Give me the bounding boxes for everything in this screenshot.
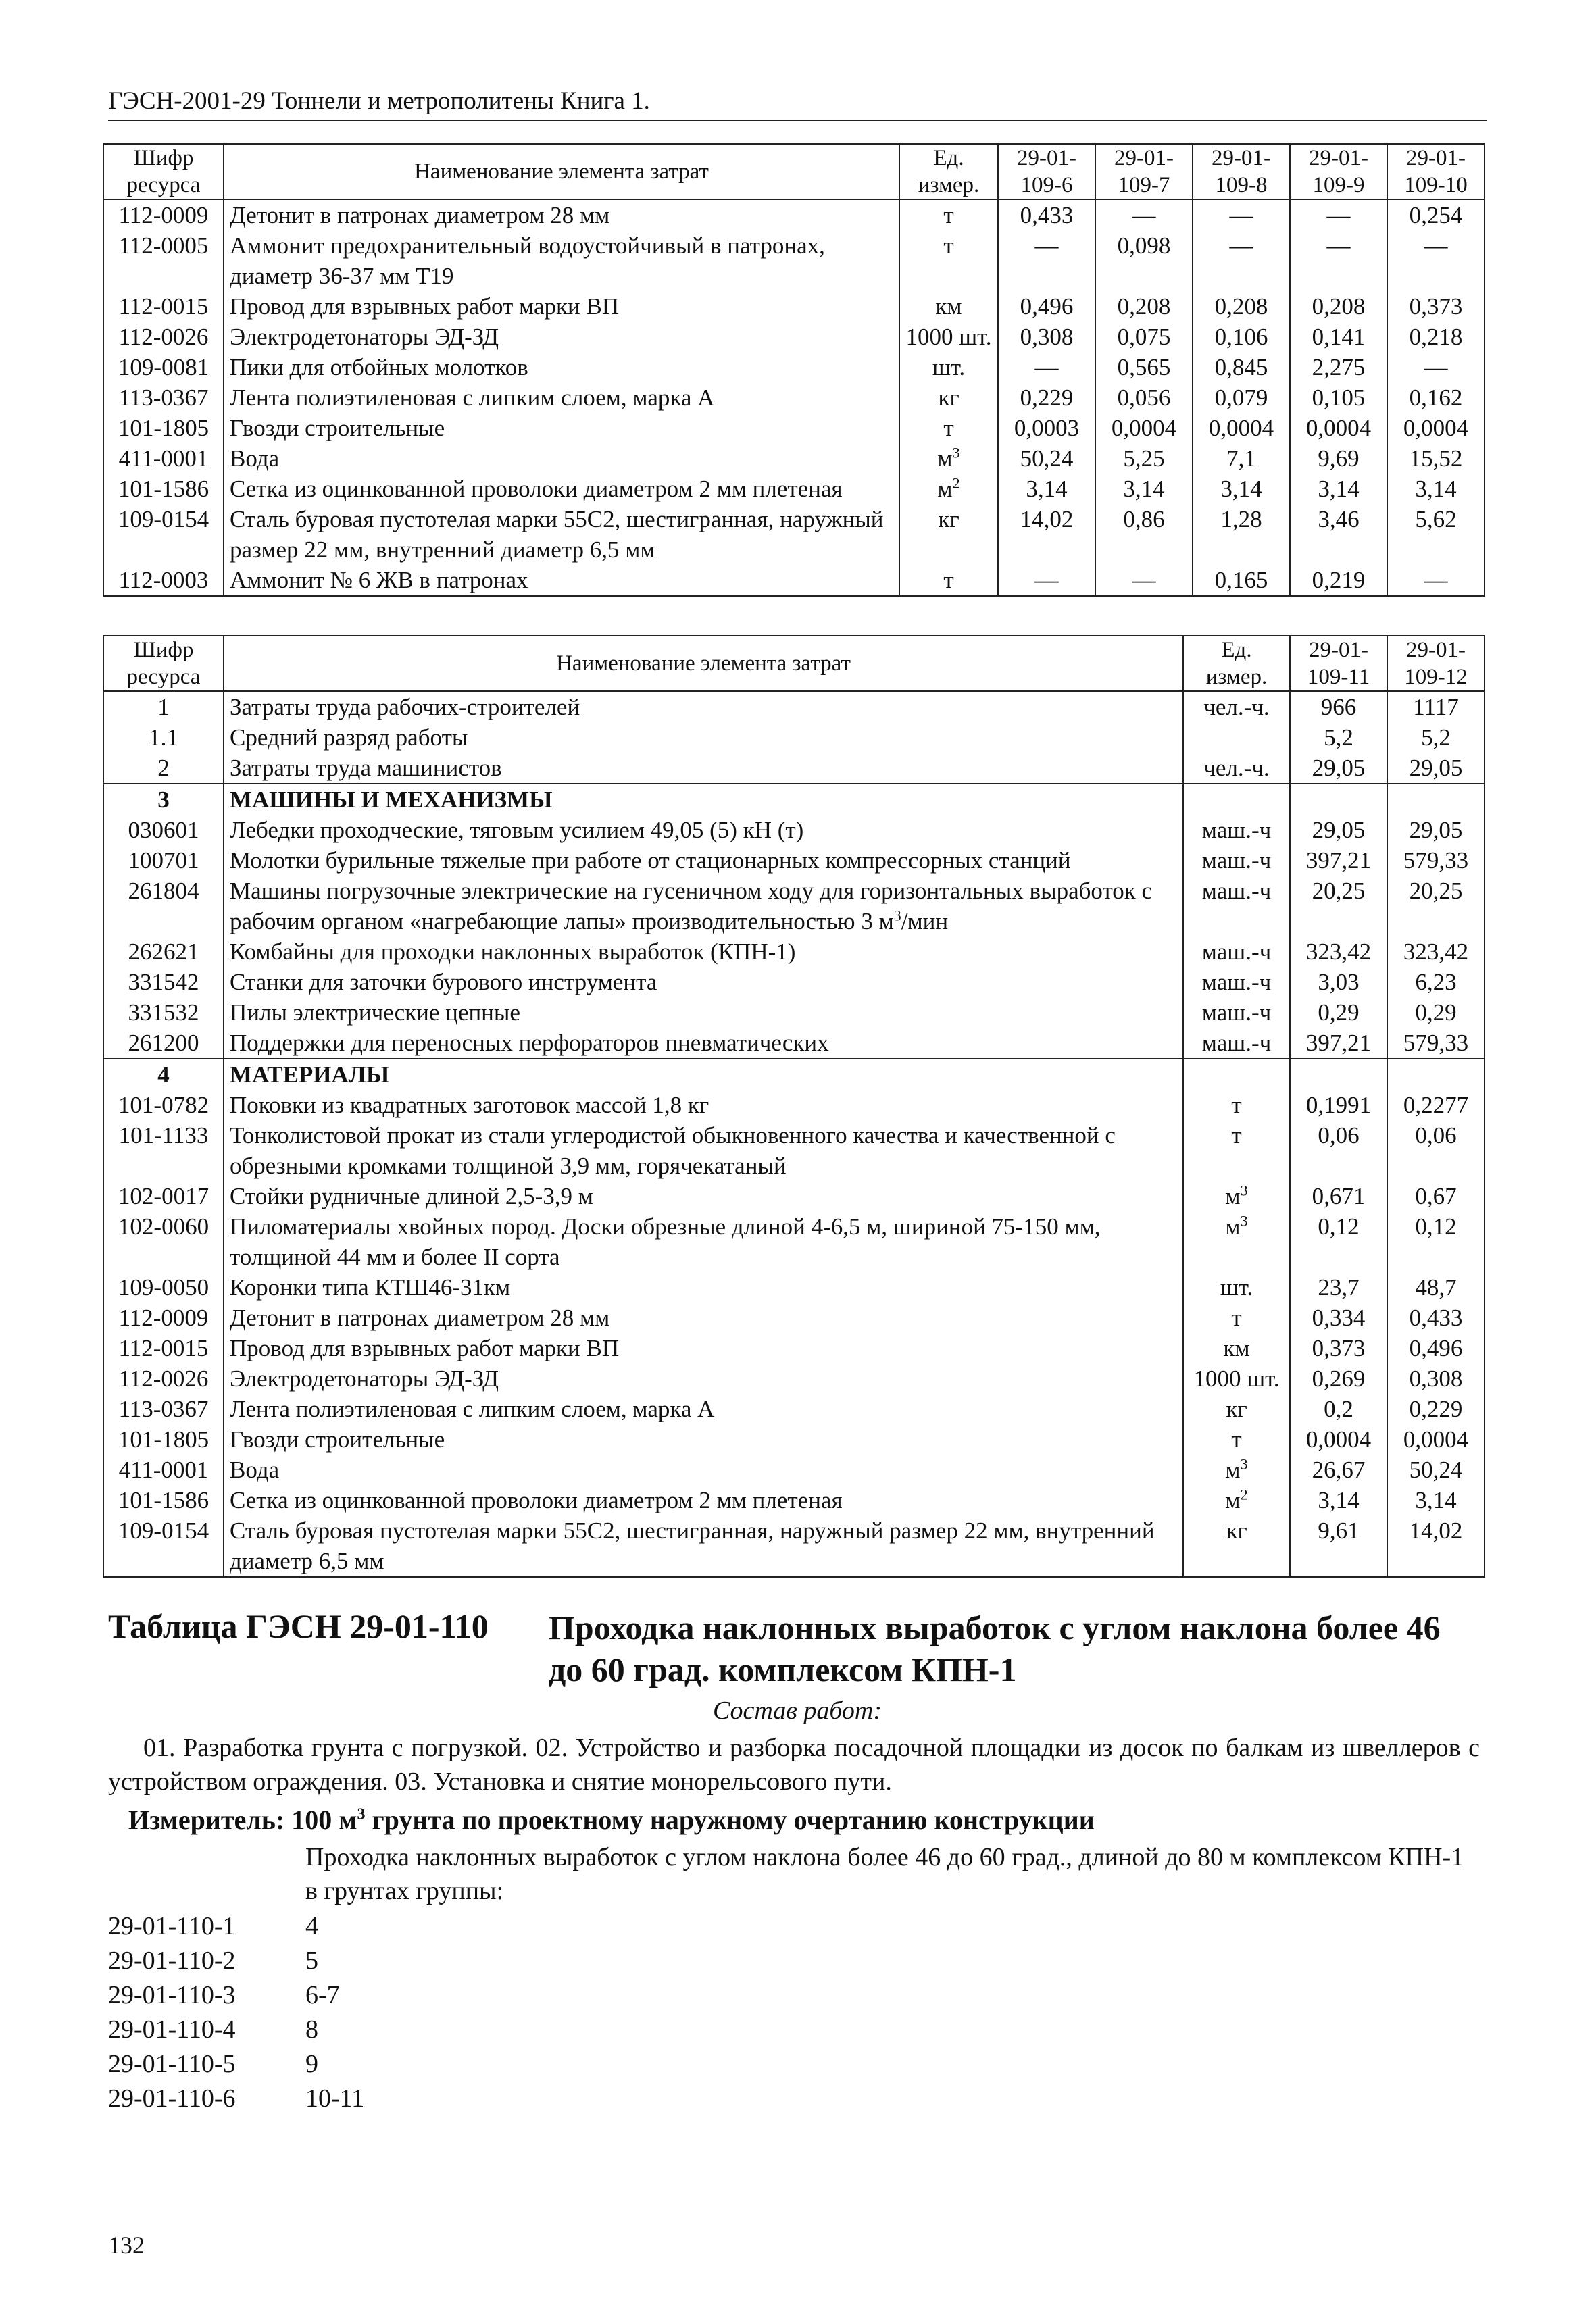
cell-value: 0,12 (1290, 1211, 1387, 1272)
cell-value: 0,106 (1193, 322, 1290, 352)
cell-value: 48,7 (1387, 1272, 1485, 1303)
cell-value: 0,208 (1095, 291, 1193, 322)
cell-value: — (998, 565, 1095, 596)
table-row (103, 753, 1485, 784)
cell-unit: маш.-ч (1183, 967, 1290, 997)
cell-value: 3,14 (1095, 474, 1193, 504)
cell-code: 411-0001 (103, 1455, 224, 1485)
table-row (103, 291, 1485, 322)
cell-unit: маш.-ч (1183, 997, 1290, 1028)
cell-name: Лебедки проходческие, тяговым усилием 49,05 (5) кН (т) (224, 815, 1183, 845)
cell-code: 331542 (103, 967, 224, 997)
cell-name: Сталь буровая пустотелая марки 55С2, шестигранная, наружный размер 22 мм, внутренний диаметр 6,5 мм (224, 1515, 1183, 1577)
cell-code: 4 (103, 1059, 224, 1090)
table-row (103, 443, 1485, 474)
header-unit: Ед. измер. (899, 144, 998, 199)
cell-name: Вода (224, 1455, 1183, 1485)
cell-value: 50,24 (998, 443, 1095, 474)
cell-value: 7,1 (1193, 443, 1290, 474)
variant-row (108, 1944, 364, 1978)
cell-value: 0,056 (1095, 382, 1193, 413)
cell-unit: кг (1183, 1515, 1290, 1577)
cell-code: 101-1586 (103, 474, 224, 504)
table-row (103, 1455, 1485, 1485)
cell-value: 0,098 (1095, 230, 1193, 291)
variant-group: 9 (305, 2050, 318, 2078)
cell-name: Лента полиэтиленовая с липким слоем, марка А (224, 1394, 1183, 1424)
cell-value: 15,52 (1387, 443, 1485, 474)
cell-value: 5,2 (1290, 722, 1387, 753)
cell-value: 0,0003 (998, 413, 1095, 443)
cell-value: 3,46 (1290, 504, 1387, 565)
cell-unit: шт. (1183, 1272, 1290, 1303)
cell-code: 112-0005 (103, 230, 224, 291)
cell-name: Коронки типа КТШ46-31км (224, 1272, 1183, 1303)
cell-name: Вода (224, 443, 899, 474)
cell-value (1387, 1059, 1485, 1090)
cell-code: 112-0009 (103, 1303, 224, 1333)
cell-value: 0,373 (1387, 291, 1485, 322)
cell-value: — (998, 230, 1095, 291)
cell-value: 0,254 (1387, 199, 1485, 230)
cell-value: — (1095, 565, 1193, 596)
table-title: Проходка наклонных выработок с углом наклона более 46 до 60 град. комплексом КПН-1 (549, 1609, 1441, 1688)
cell-value: 29,05 (1387, 753, 1485, 784)
table-row (103, 1333, 1485, 1363)
cell-value: 23,7 (1290, 1272, 1387, 1303)
cell-code: 112-0026 (103, 1363, 224, 1394)
table-label: Таблица ГЭСН 29-01-110 (108, 1607, 489, 1645)
cell-name: Затраты труда машинистов (224, 753, 1183, 784)
cell-value: — (1193, 199, 1290, 230)
cell-value: — (1387, 352, 1485, 382)
cell-value: — (1387, 565, 1485, 596)
cell-name: Пилы электрические цепные (224, 997, 1183, 1028)
table-row (103, 413, 1485, 443)
page-header: ГЭСН-2001-29 Тоннели и метрополитены Книга 1. (108, 86, 1487, 121)
variant-code: 29-01-110-6 (108, 2084, 236, 2113)
cell-value: 0,229 (998, 382, 1095, 413)
cell-unit: т (899, 199, 998, 230)
variant-row (108, 2013, 364, 2047)
variants-description: Проходка наклонных выработок с углом наклона более 46 до 60 град., длиной до 80 м комплексом КПН-1 в грунтах группы: (305, 1843, 1464, 1905)
cell-value: — (1290, 230, 1387, 291)
meter-prefix: Измеритель: 100 м (128, 1805, 357, 1835)
cell-unit: км (899, 291, 998, 322)
table-body (103, 691, 1485, 1577)
table-row (103, 1120, 1485, 1181)
cell-value (1290, 1059, 1387, 1090)
variant-group: 4 (305, 1912, 318, 1940)
cell-code: 113-0367 (103, 382, 224, 413)
cell-value: 0,29 (1387, 997, 1485, 1028)
variant-row (108, 1978, 364, 2013)
cell-value: 14,02 (1387, 1515, 1485, 1577)
cell-value: 0,0004 (1387, 413, 1485, 443)
table-row (103, 1090, 1485, 1120)
cell-code: 112-0015 (103, 1333, 224, 1363)
table-row (103, 1424, 1485, 1455)
cell-value: 0,433 (998, 199, 1095, 230)
cell-code: 331532 (103, 997, 224, 1028)
cell-name: Провод для взрывных работ марки ВП (224, 1333, 1183, 1363)
cell-value: 0,29 (1290, 997, 1387, 1028)
cell-value: 0,0004 (1290, 1424, 1387, 1455)
cell-unit: маш.-ч (1183, 1028, 1290, 1059)
cell-unit (1183, 722, 1290, 753)
table-row (103, 352, 1485, 382)
cell-code: 3 (103, 784, 224, 815)
cell-value: 966 (1290, 691, 1387, 722)
cell-value: 3,14 (1290, 1485, 1387, 1515)
composition-label: Состав работ: (712, 1696, 882, 1725)
cell-value: 3,14 (1193, 474, 1290, 504)
variants-list (108, 1909, 364, 2116)
cell-unit: т (1183, 1090, 1290, 1120)
works-description: 01. Разработка грунта с погрузкой. 02. Устройство и разборка посадочной площадки из досок по балкам из швеллеров с устройством ограждения. 03. Установка и снятие монорельсового пути. (108, 1734, 1480, 1796)
cell-name: Комбайны для проходки наклонных выработок (КПН-1) (224, 936, 1183, 967)
table-row (103, 691, 1485, 722)
variant-code: 29-01-110-5 (108, 2050, 236, 2078)
header-name: Наименование элемента затрат (224, 636, 1183, 691)
cell-value: 0,075 (1095, 322, 1193, 352)
cell-value: 0,845 (1193, 352, 1290, 382)
cell-name: Средний разряд работы (224, 722, 1183, 753)
cell-value: 397,21 (1290, 1028, 1387, 1059)
cell-value (1290, 784, 1387, 815)
resource-table-109-6-10 (103, 143, 1485, 597)
cell-value: — (998, 352, 1095, 382)
cell-value: 29,05 (1290, 753, 1387, 784)
cell-value: 0,67 (1387, 1181, 1485, 1211)
cell-value: 29,05 (1290, 815, 1387, 845)
cell-name: Молотки бурильные тяжелые при работе от стационарных компрессорных станций (224, 845, 1183, 876)
cell-code: 100701 (103, 845, 224, 876)
cell-value: 50,24 (1387, 1455, 1485, 1485)
cell-unit (1183, 784, 1290, 815)
cell-value: 9,69 (1290, 443, 1387, 474)
variant-group: 8 (305, 2015, 318, 2044)
header-code: Шифр ресурса (103, 144, 224, 199)
cell-unit (1183, 1059, 1290, 1090)
cell-value: 1,28 (1193, 504, 1290, 565)
cell-code: 101-0782 (103, 1090, 224, 1120)
cell-value: 323,42 (1387, 936, 1485, 967)
cell-code: 262621 (103, 936, 224, 967)
cell-unit: $м^3$ (1183, 1455, 1290, 1485)
table-row (103, 230, 1485, 291)
cell-value: 6,23 (1387, 967, 1485, 997)
cell-value: 0,105 (1290, 382, 1387, 413)
table-row (103, 1394, 1485, 1424)
meter-suffix: грунта по проектному наружному очертанию конструкции (365, 1805, 1095, 1835)
cell-name: Детонит в патронах диаметром 28 мм (224, 199, 899, 230)
cell-value: 0,165 (1193, 565, 1290, 596)
table-row (103, 967, 1485, 997)
table-row (103, 1059, 1485, 1090)
variant-code: 29-01-110-1 (108, 1912, 236, 1940)
cell-unit: 1000 шт. (899, 322, 998, 352)
cell-code: 112-0015 (103, 291, 224, 322)
cell-value: 26,67 (1290, 1455, 1387, 1485)
cell-value: 0,1991 (1290, 1090, 1387, 1120)
table-row (103, 1272, 1485, 1303)
cell-value: 3,14 (1290, 474, 1387, 504)
variant-code: 29-01-110-2 (108, 1946, 236, 1975)
cell-value: 0,141 (1290, 322, 1387, 352)
cell-value: 0,06 (1290, 1120, 1387, 1181)
cell-value: 0,496 (1387, 1333, 1485, 1363)
cell-value: — (1193, 230, 1290, 291)
cell-value: 0,496 (998, 291, 1095, 322)
cell-unit: т (899, 413, 998, 443)
cell-code: 101-1805 (103, 413, 224, 443)
cell-value: 0,334 (1290, 1303, 1387, 1333)
table-row (103, 382, 1485, 413)
header-unit: Ед. измер. (1183, 636, 1290, 691)
cell-value: 0,218 (1387, 322, 1485, 352)
cell-value: 5,62 (1387, 504, 1485, 565)
cell-unit: маш.-ч (1183, 876, 1290, 936)
cell-value: 0,208 (1290, 291, 1387, 322)
variant-group: 10-11 (305, 2084, 365, 2113)
table-row (103, 1303, 1485, 1333)
variant-group: 5 (305, 1946, 318, 1975)
variant-code: 29-01-110-3 (108, 1981, 236, 2009)
cell-value: 14,02 (998, 504, 1095, 565)
cell-unit: маш.-ч (1183, 845, 1290, 876)
cell-code: 102-0017 (103, 1181, 224, 1211)
resource-table-109-11-12 (103, 635, 1485, 1578)
cell-name: Станки для заточки бурового инструмента (224, 967, 1183, 997)
cell-name: Поддержки для переносных перфораторов пневматических (224, 1028, 1183, 1059)
header-col: 29-01-109-10 (1387, 144, 1485, 199)
cell-value: 29,05 (1387, 815, 1485, 845)
cell-unit: кг (1183, 1394, 1290, 1424)
meter-line (128, 1804, 1480, 1836)
cell-code: 261200 (103, 1028, 224, 1059)
header-col: 29-01-109-8 (1193, 144, 1290, 199)
cell-name: Гвозди строительные (224, 1424, 1183, 1455)
cell-value: — (1387, 230, 1485, 291)
cell-value: 579,33 (1387, 845, 1485, 876)
table-body (103, 199, 1485, 596)
cell-value: 5,25 (1095, 443, 1193, 474)
header-col: 29-01-109-7 (1095, 144, 1193, 199)
cell-value: 3,03 (1290, 967, 1387, 997)
cell-unit: $м^3$ (1183, 1181, 1290, 1211)
table-row (103, 474, 1485, 504)
cell-value: 0,308 (1387, 1363, 1485, 1394)
table-row (103, 876, 1485, 936)
cell-unit: шт. (899, 352, 998, 382)
header-name: Наименование элемента затрат (224, 144, 899, 199)
cell-value: 3,14 (998, 474, 1095, 504)
table-row (103, 997, 1485, 1028)
cell-code: 101-1133 (103, 1120, 224, 1181)
cell-unit: маш.-ч (1183, 815, 1290, 845)
cell-code: 109-0154 (103, 1515, 224, 1577)
cell-value: 20,25 (1290, 876, 1387, 936)
cell-value: 0,433 (1387, 1303, 1485, 1333)
cell-unit: т (1183, 1424, 1290, 1455)
cell-unit: кг (899, 382, 998, 413)
cell-value: 0,229 (1387, 1394, 1485, 1424)
cell-name: Машины погрузочные электрические на гусеничном ходу для горизонтальных выработок с рабочим органом «нагребающие лапы» производительностью 3 $м^3$/мин (224, 876, 1183, 936)
cell-unit: т (1183, 1303, 1290, 1333)
variant-group: 6-7 (305, 1981, 340, 2009)
cell-value: 0,219 (1290, 565, 1387, 596)
table-row (103, 845, 1485, 876)
cell-code: 112-0003 (103, 565, 224, 596)
header-code: Шифр ресурса (103, 636, 224, 691)
cell-name: Аммонит предохранительный водоустойчивый в патронах, диаметр 36-37 мм Т19 (224, 230, 899, 291)
cell-unit: $м^2$ (899, 474, 998, 504)
cell-code: 102-0060 (103, 1211, 224, 1272)
cell-name: МАТЕРИАЛЫ (224, 1059, 1183, 1090)
cell-value: 323,42 (1290, 936, 1387, 967)
cell-value: — (1290, 199, 1387, 230)
table-row (103, 815, 1485, 845)
cell-value (1387, 784, 1485, 815)
cell-name: Сетка из оцинкованной проволоки диаметром 2 мм плетеная (224, 1485, 1183, 1515)
cell-value: 0,12 (1387, 1211, 1485, 1272)
cell-name: Электродетонаторы ЭД-ЗД (224, 322, 899, 352)
cell-unit: км (1183, 1333, 1290, 1363)
table-row (103, 1363, 1485, 1394)
table-row (103, 322, 1485, 352)
variant-row (108, 2047, 364, 2082)
cell-code: 113-0367 (103, 1394, 224, 1424)
cell-value: 9,61 (1290, 1515, 1387, 1577)
cell-value: 0,0004 (1193, 413, 1290, 443)
cell-code: 030601 (103, 815, 224, 845)
cell-name: Аммонит № 6 ЖВ в патронах (224, 565, 899, 596)
cell-name: Электродетонаторы ЭД-ЗД (224, 1363, 1183, 1394)
cell-value: 3,14 (1387, 1485, 1485, 1515)
cell-name: Детонит в патронах диаметром 28 мм (224, 1303, 1183, 1333)
header-col: 29-01-109-12 (1387, 636, 1485, 691)
header-col: 29-01-109-6 (998, 144, 1095, 199)
table-row (103, 784, 1485, 815)
table-row (103, 1485, 1485, 1515)
cell-unit: $м^3$ (899, 443, 998, 474)
cell-unit: кг (899, 504, 998, 565)
table-row (103, 1028, 1485, 1059)
table-row (103, 1515, 1485, 1577)
cell-value: 3,14 (1387, 474, 1485, 504)
variant-row (108, 1909, 364, 1944)
cell-value: 397,21 (1290, 845, 1387, 876)
cell-code: 112-0009 (103, 199, 224, 230)
cell-code: 109-0154 (103, 504, 224, 565)
cell-code: 2 (103, 753, 224, 784)
cell-value: 579,33 (1387, 1028, 1485, 1059)
meter-sup: 3 (357, 1805, 366, 1823)
cell-name: Стойки рудничные длиной 2,5-3,9 м (224, 1181, 1183, 1211)
cell-code: 112-0026 (103, 322, 224, 352)
cell-name: Провод для взрывных работ марки ВП (224, 291, 899, 322)
cell-value: 0,269 (1290, 1363, 1387, 1394)
cell-name: Пики для отбойных молотков (224, 352, 899, 382)
table-row (103, 504, 1485, 565)
cell-code: 101-1805 (103, 1424, 224, 1455)
cell-unit: $м^2$ (1183, 1485, 1290, 1515)
cell-unit: т (899, 565, 998, 596)
cell-code: 101-1586 (103, 1485, 224, 1515)
cell-name: Затраты труда рабочих-строителей (224, 691, 1183, 722)
cell-name: Тонколистовой прокат из стали углеродистой обыкновенного качества и качественной с обрезными кромками толщиной 3,9 мм, горячекатаный (224, 1120, 1183, 1181)
cell-unit: 1000 шт. (1183, 1363, 1290, 1394)
cell-value: 0,079 (1193, 382, 1290, 413)
cell-value: 0,0004 (1095, 413, 1193, 443)
cell-value: 0,06 (1387, 1120, 1485, 1181)
cell-code: 109-0081 (103, 352, 224, 382)
cell-value: 5,2 (1387, 722, 1485, 753)
cell-value: 0,671 (1290, 1181, 1387, 1211)
cell-code: 261804 (103, 876, 224, 936)
cell-unit: т (1183, 1120, 1290, 1181)
cell-unit: чел.-ч. (1183, 753, 1290, 784)
cell-code: 109-0050 (103, 1272, 224, 1303)
cell-value: 2,275 (1290, 352, 1387, 382)
cell-unit: т (899, 230, 998, 291)
cell-value: 0,2 (1290, 1394, 1387, 1424)
table-row (103, 1211, 1485, 1272)
cell-value: 0,308 (998, 322, 1095, 352)
header-col: 29-01-109-11 (1290, 636, 1387, 691)
table-row (103, 722, 1485, 753)
cell-code: 411-0001 (103, 443, 224, 474)
cell-value: 1117 (1387, 691, 1485, 722)
cell-value: 0,162 (1387, 382, 1485, 413)
cell-unit: маш.-ч (1183, 936, 1290, 967)
cell-value: 20,25 (1387, 876, 1485, 936)
cell-unit: чел.-ч. (1183, 691, 1290, 722)
cell-code: 1.1 (103, 722, 224, 753)
cell-value: 0,565 (1095, 352, 1193, 382)
cell-value: — (1095, 199, 1193, 230)
cell-name: Поковки из квадратных заготовок массой 1,8 кг (224, 1090, 1183, 1120)
cell-value: 0,0004 (1387, 1424, 1485, 1455)
table-row (103, 1181, 1485, 1211)
table-row (103, 936, 1485, 967)
cell-value: 0,86 (1095, 504, 1193, 565)
cell-value: 0,373 (1290, 1333, 1387, 1363)
table-row (103, 565, 1485, 596)
cell-value: 0,2277 (1387, 1090, 1485, 1120)
cell-name: Гвозди строительные (224, 413, 899, 443)
cell-value: 0,208 (1193, 291, 1290, 322)
header-col: 29-01-109-9 (1290, 144, 1387, 199)
page-number: 132 (108, 2232, 145, 2259)
cell-value: 0,0004 (1290, 413, 1387, 443)
cell-name: Пиломатериалы хвойных пород. Доски обрезные длиной 4-6,5 м, шириной 75-150 мм, толщиной 44 мм и более II сорта (224, 1211, 1183, 1272)
cell-code: 1 (103, 691, 224, 722)
cell-name: Сталь буровая пустотелая марки 55С2, шестигранная, наружный размер 22 мм, внутренний диаметр 6,5 мм (224, 504, 899, 565)
variant-code: 29-01-110-4 (108, 2015, 236, 2044)
table-row (103, 199, 1485, 230)
cell-unit: $м^3$ (1183, 1211, 1290, 1272)
cell-name: Лента полиэтиленовая с липким слоем, марка А (224, 382, 899, 413)
cell-name: Сетка из оцинкованной проволоки диаметром 2 мм плетеная (224, 474, 899, 504)
cell-name: МАШИНЫ И МЕХАНИЗМЫ (224, 784, 1183, 815)
variant-row (108, 2082, 364, 2116)
